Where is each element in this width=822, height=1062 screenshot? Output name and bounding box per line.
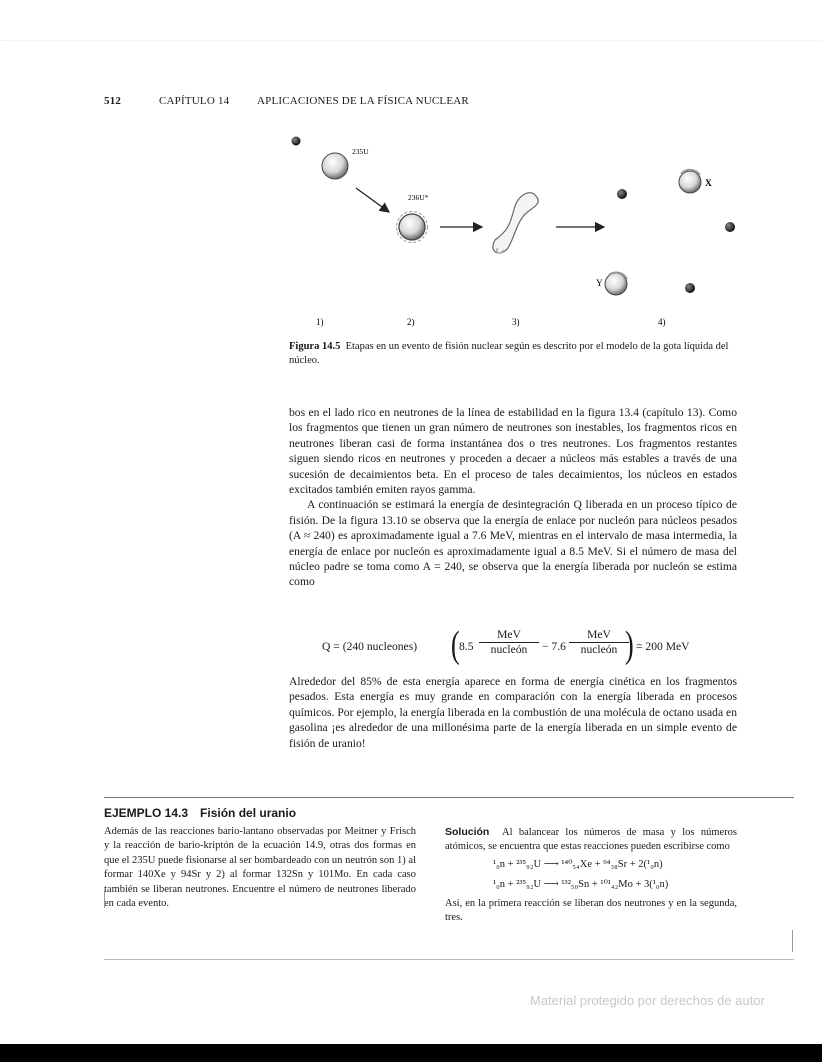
bottom-black-bar: [0, 1044, 822, 1062]
right-paren: ): [624, 624, 634, 666]
copyright-watermark: Material protegido por derechos de autor: [530, 993, 765, 1008]
fraction-1-numerator: MeV: [479, 628, 539, 643]
page-number: 512: [104, 95, 122, 107]
reaction-1: ¹₀n + ²³⁵₉₂U ⟶ ¹⁴⁰₅₄Xe + ⁹⁴₃₈Sr + 2(¹₀n): [493, 858, 663, 870]
neutron-2: [725, 222, 735, 232]
solution-text: Al balancear los números de masa y los números atómicos, se encuentra que estas reacciones pueden escribirse como: [445, 827, 738, 853]
neutron-1: [617, 189, 627, 199]
u235-nucleus: [322, 153, 348, 179]
fraction-2: [569, 628, 629, 656]
u236-excited-nucleus: [399, 214, 425, 240]
chapter-title: APLICACIONES DE LA FÍSICA NUCLEAR: [257, 95, 469, 107]
u236-label: 236U*: [408, 193, 429, 202]
main-text-continued: [289, 674, 737, 751]
reaction-2: ¹₀n + ²³⁵₉₂U ⟶ ¹³²₅₀Sn + ¹⁰¹₄₂Mo + 3(¹₀n): [493, 878, 669, 890]
example-bottom-rule: [104, 959, 794, 960]
fragment-x-label: X: [705, 179, 712, 189]
equation-rhs: = 200 MeV: [636, 640, 690, 653]
example-label: EJEMPLO 14.3: [104, 806, 189, 820]
chapter-label: CAPÍTULO 14: [159, 95, 230, 107]
u235-label: 235U: [352, 147, 369, 156]
deformed-nucleus: [493, 193, 538, 253]
solution-conclusion: Así, en la primera reacción se liberan dos neutrones y en la segunda, tres.: [445, 897, 737, 924]
arrow-1-2: [356, 188, 389, 212]
caption-text: Etapas en un evento de fisión nuclear según es descrito por el modelo de la gota líquida del núcleo.: [289, 341, 729, 366]
figure-caption: [289, 340, 739, 368]
incoming-neutron: [292, 137, 301, 146]
fraction-1-denominator: nucleón: [490, 643, 528, 656]
paragraph-3: Alrededor del 85% de esta energía aparece en forma de energía cinética en los fragmentos pesados. Esta energía es muy grande en comparación con la energía liberada en procesos químicos. Por ejemplo, la energía liberada en la combustión de una molécula de octano usada en gasolina ¡es alrededor de una millonésima parte de la energía liberada en un simple evento de fisión de uranio!: [289, 675, 737, 750]
solution-label: Solución: [445, 826, 490, 838]
main-text: [289, 405, 737, 590]
fraction-2-denominator: nucleón: [580, 643, 618, 656]
example-top-rule: [104, 797, 794, 798]
fragment-y: [605, 273, 627, 295]
equation-mid: − 7.6: [542, 640, 566, 653]
equation-c1: 8.5: [459, 640, 474, 653]
energy-equation: [322, 624, 742, 668]
stage-label-4: 4): [658, 317, 666, 327]
stage-label-3: 3): [512, 317, 520, 327]
example-title: Fisión del uranio: [200, 806, 297, 820]
fission-stages-figure: [0, 0, 822, 340]
example-heading: [104, 806, 296, 820]
equation-lhs: Q = (240 nucleones): [322, 640, 418, 653]
left-paren: (: [450, 624, 460, 666]
caption-label: Figura 14.5: [289, 341, 341, 352]
fragment-x: [679, 171, 701, 193]
neutron-3: [685, 283, 695, 293]
paragraph-2: A continuación se estimará la energía de desintegración Q liberada en un proceso típico de fisión. De la figura 13.10 se observa que la energía de enlace por nucleón para núcleos pesados (A ≈ 240) es aproximadamente igual a 7.6 MeV, mientras en el intervalo de masa intermedia, la energía de enlace por nucleón es aproximadamente igual a 8.5 MeV. Si el número de masa del núcleo padre se toma como A = 240, se observa que la energía liberada por nucleón se estima como: [289, 498, 737, 589]
fraction-1: [479, 628, 539, 656]
example-solution: [445, 825, 737, 926]
stage-label-2: 2): [407, 317, 415, 327]
paragraph-1: bos en el lado rico en neutrones de la línea de estabilidad en la figura 13.4 (capítulo 13). Como los fragmentos que tienen un gran número de neutrones son inestables, los fragmentos ricos en neutrones liberan casi de forma instantánea dos o tres neutrones. Los fragmentos restantes siguen siendo ricos en neutrones y proceden a decaer a núcleos más estables a través de una sucesión de decaimientos beta. En el proceso de tales decaimientos, los núcleos en estados excitados también emiten rayos gamma.: [289, 406, 737, 497]
stage-label-1: 1): [316, 317, 324, 327]
example-left-rule: [104, 890, 105, 908]
fragment-y-label: Y: [596, 279, 603, 289]
example-problem: Además de las reacciones bario-lantano observadas por Meitner y Frisch y la reacción de bario-kriptón de la ecuación 14.9, otras dos formas en que el 235U puede fisionarse al ser bombardeado con un neutrón son 1) al formar 140Xe y 94Sr y 2) al formar 132Sn y 101Mo. En cada caso también se liberan neutrones. Encuentre el número de neutrones liberado en cada evento.: [104, 826, 416, 910]
fraction-2-numerator: MeV: [569, 628, 629, 643]
example-right-rule: [792, 930, 793, 952]
